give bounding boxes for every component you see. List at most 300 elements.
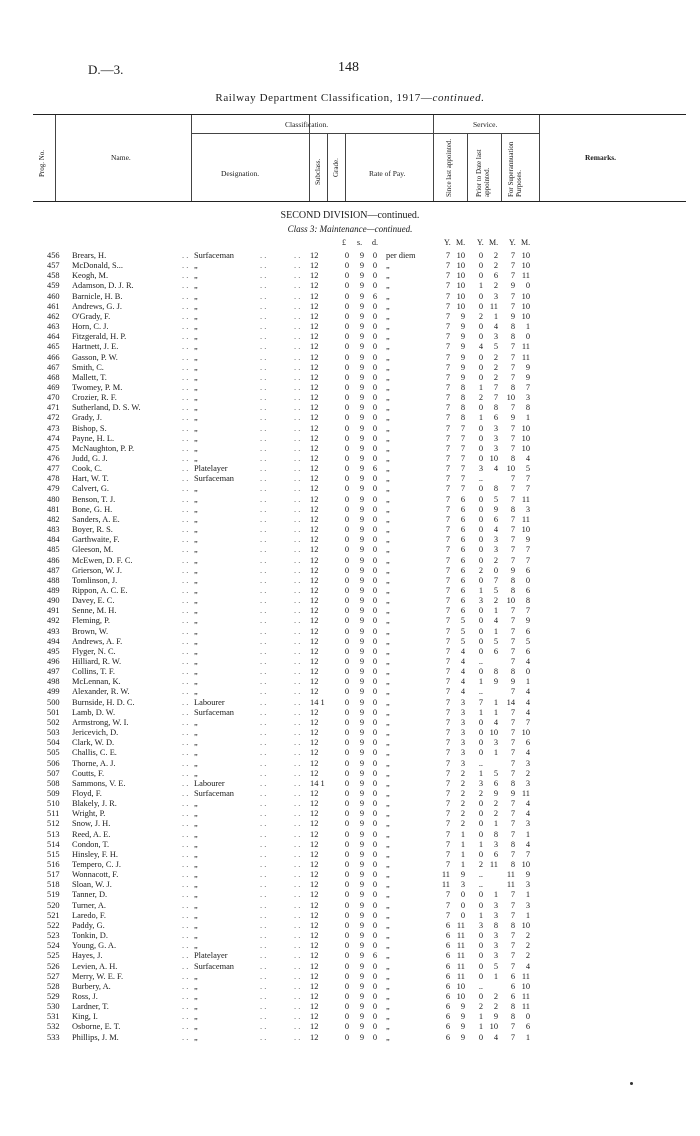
leader-dots: . . <box>294 606 301 616</box>
prior-months: 2 <box>493 251 498 260</box>
since-last-months: 6 <box>460 565 465 575</box>
prog-no: 522 <box>47 920 60 930</box>
employee-name: Lamb, D. W. <box>72 707 116 717</box>
designation: Platelayer <box>194 951 228 961</box>
leader-dots: . . <box>294 322 301 332</box>
super-months: 6 <box>525 1022 530 1032</box>
super-months: 0 <box>525 332 530 342</box>
leader-dots: . . <box>182 322 189 332</box>
prior-years: 0 <box>478 362 483 372</box>
prior-years: 0 <box>478 626 483 636</box>
super-months: 8 <box>525 403 530 413</box>
pay-pence: 0 <box>372 555 378 565</box>
leader-dots: . . <box>182 920 189 930</box>
prog-no: 506 <box>47 758 60 768</box>
prior-months: 5 <box>493 585 498 595</box>
subclass: 12 <box>310 819 319 829</box>
designation: „ <box>194 382 198 392</box>
years-unit: Y. <box>477 238 484 247</box>
pay-shillings: 9 <box>359 342 365 352</box>
leader-dots: . . <box>260 778 267 788</box>
leader-dots: . . <box>260 738 267 748</box>
prog-no: 460 <box>47 291 60 301</box>
designation: „ <box>194 606 198 616</box>
pay-shillings: 9 <box>359 667 365 677</box>
employee-name: Snow, J. H. <box>72 819 111 829</box>
employee-name: Crozier, R. F. <box>72 393 117 403</box>
since-last-months: 9 <box>460 311 465 321</box>
prog-no: 467 <box>47 362 60 372</box>
pay-period: „ <box>386 941 390 951</box>
since-last-months: 3 <box>460 707 465 717</box>
super-years: 7 <box>510 606 515 616</box>
since-last-months: 7 <box>460 433 465 443</box>
leader-dots: . . <box>182 403 189 413</box>
employee-name: McNaughton, P. P. <box>72 443 135 453</box>
pay-pence: 0 <box>372 717 378 727</box>
employee-name: Boyer, R. S. <box>72 525 113 535</box>
subclass: 12 <box>310 738 319 748</box>
prior-years: 0 <box>478 667 483 677</box>
since-last-months: 5 <box>460 616 465 626</box>
pay-shillings: 9 <box>359 332 365 342</box>
designation: „ <box>194 1022 198 1032</box>
prog-no: 471 <box>47 403 60 413</box>
designation: Surfaceman <box>194 474 234 484</box>
super-months: 10 <box>521 443 530 453</box>
leader-dots: . . <box>182 494 189 504</box>
super-years: 7 <box>510 301 515 311</box>
super-years: 7 <box>510 717 515 727</box>
leader-dots: . . <box>260 900 267 910</box>
leader-dots: . . <box>182 870 189 880</box>
prior-months: 3 <box>493 931 498 941</box>
pay-shillings: 9 <box>359 291 365 301</box>
leader-dots: . . <box>182 1032 189 1042</box>
leader-dots: . . <box>182 687 189 697</box>
leader-dots: . . <box>260 829 267 839</box>
employee-name: Challis, C. E. <box>72 748 117 758</box>
pay-shillings: 9 <box>359 271 365 281</box>
prior-years: 0 <box>478 890 483 900</box>
super-years: 7 <box>510 1022 515 1032</box>
since-last-years: 7 <box>445 728 450 738</box>
since-last-years: 7 <box>445 900 450 910</box>
designation: „ <box>194 870 198 880</box>
pay-pounds: 0 <box>344 788 350 798</box>
designation: „ <box>194 332 198 342</box>
super-months: 6 <box>525 585 530 595</box>
prog-no: 478 <box>47 474 60 484</box>
employee-name: Jericevich, D. <box>72 728 119 738</box>
prior-years: 0 <box>478 443 483 453</box>
subclass: 12 <box>310 626 319 636</box>
since-last-years: 7 <box>445 565 450 575</box>
leader-dots: . . <box>294 931 301 941</box>
leader-dots: . . <box>182 880 189 890</box>
pay-pounds: 0 <box>344 860 350 869</box>
prog-no: 480 <box>47 494 60 504</box>
pay-pence: 0 <box>372 443 378 453</box>
since-last-months: 3 <box>460 758 465 768</box>
years-unit: Y. <box>444 238 451 247</box>
super-months: 1 <box>525 677 530 687</box>
pay-period: „ <box>386 900 390 910</box>
since-last-years: 7 <box>445 910 450 920</box>
pay-shillings: 9 <box>359 413 365 423</box>
pay-pounds: 0 <box>344 311 350 321</box>
employee-name: Burbery, A. <box>72 981 111 991</box>
super-months: 9 <box>525 870 530 880</box>
leader-dots: . . <box>294 636 301 646</box>
employee-name: Coutts, F. <box>72 768 105 778</box>
pay-pence: 0 <box>372 474 378 484</box>
prior-months: 2 <box>493 352 498 362</box>
prog-no: 499 <box>47 687 60 697</box>
pay-period: „ <box>386 778 390 788</box>
pay-shillings: 9 <box>359 423 365 433</box>
employee-name: Tonkin, D. <box>72 931 108 941</box>
prior-years: 0 <box>478 799 483 809</box>
prior-years: 2 <box>478 1002 483 1012</box>
employee-name: Sammons, V. E. <box>72 778 126 788</box>
super-years: 8 <box>510 920 515 930</box>
designation: „ <box>194 494 198 504</box>
subclass: 12 <box>310 596 319 606</box>
leader-dots: . . <box>182 728 189 738</box>
super-years: 8 <box>510 1012 515 1022</box>
employee-name: Armstrong, W. I. <box>72 717 129 727</box>
leader-dots: . . <box>182 454 189 463</box>
prior-years: 0 <box>478 271 483 281</box>
pay-pounds: 0 <box>344 667 350 677</box>
leader-dots: . . <box>182 372 189 382</box>
pay-pounds: 0 <box>344 525 350 535</box>
leader-dots: . . <box>260 819 267 829</box>
super-years: 7 <box>510 535 515 545</box>
super-years: 7 <box>510 849 515 859</box>
super-months: 10 <box>521 525 530 535</box>
pay-shillings: 9 <box>359 403 365 413</box>
employee-name: Brears, H. <box>72 251 107 260</box>
leader-dots: . . <box>294 545 301 555</box>
pay-pounds: 0 <box>344 931 350 941</box>
since-last-months: 2 <box>460 819 465 829</box>
leader-dots: . . <box>294 1032 301 1042</box>
subclass: 12 <box>310 271 319 281</box>
since-last-months: 5 <box>460 636 465 646</box>
super-years: 8 <box>510 332 515 342</box>
pay-pence: 0 <box>372 890 378 900</box>
leader-dots: . . <box>182 636 189 646</box>
since-last-years: 7 <box>445 606 450 616</box>
leader-dots: . . <box>294 809 301 819</box>
leader-dots: . . <box>294 362 301 372</box>
prog-no: 464 <box>47 332 60 342</box>
prior-months: 8 <box>493 829 498 839</box>
employee-name: Garthwaite, F. <box>72 535 120 545</box>
prior-months: 2 <box>493 555 498 565</box>
super-months: 10 <box>521 433 530 443</box>
pay-pounds: 0 <box>344 545 350 555</box>
pay-shillings: 9 <box>359 829 365 839</box>
prog-no: 510 <box>47 799 60 809</box>
prior-months: 3 <box>493 941 498 951</box>
designation: „ <box>194 616 198 626</box>
subclass: 12 <box>310 443 319 453</box>
subclass: 12 <box>310 514 319 524</box>
subclass: 12 <box>310 920 319 930</box>
subclass: 12 <box>310 951 319 961</box>
since-last-years: 7 <box>445 788 450 798</box>
prog-no: 482 <box>47 514 60 524</box>
super-years: 8 <box>510 382 515 392</box>
designation: „ <box>194 738 198 748</box>
super-years: 7 <box>510 931 515 941</box>
prior-years: .. <box>478 758 483 768</box>
pay-shillings: 9 <box>359 687 365 697</box>
leader-dots: . . <box>260 920 267 930</box>
designation: „ <box>194 261 198 271</box>
super-years: 7 <box>510 961 515 971</box>
prior-years: 3 <box>478 596 483 606</box>
designation: „ <box>194 880 198 890</box>
pay-period: „ <box>386 565 390 575</box>
units-row <box>0 238 700 250</box>
pay-period: „ <box>386 860 390 869</box>
designation: „ <box>194 585 198 595</box>
pay-shillings: 9 <box>359 717 365 727</box>
since-last-years: 7 <box>445 281 450 291</box>
since-last-years: 7 <box>445 352 450 362</box>
prior-years: 0 <box>478 322 483 332</box>
prog-no: 505 <box>47 748 60 758</box>
since-last-years: 7 <box>445 271 450 281</box>
prior-years: 2 <box>478 860 483 869</box>
employee-name: Barnicle, H. B. <box>72 291 123 301</box>
super-years: 7 <box>510 748 515 758</box>
since-last-years: 7 <box>445 596 450 606</box>
prog-no: 475 <box>47 443 60 453</box>
prior-years: 0 <box>478 332 483 342</box>
since-last-months: 0 <box>460 890 465 900</box>
prior-months: 2 <box>493 372 498 382</box>
super-years: 8 <box>510 504 515 514</box>
designation: „ <box>194 839 198 849</box>
leader-dots: . . <box>182 971 189 981</box>
designation: „ <box>194 981 198 991</box>
designation: „ <box>194 514 198 524</box>
pay-pence: 0 <box>372 393 378 403</box>
pay-pounds: 0 <box>344 870 350 880</box>
pay-pence: 0 <box>372 697 378 707</box>
super-months: 10 <box>521 301 530 311</box>
since-last-months: 9 <box>460 332 465 342</box>
super-years: 7 <box>510 474 515 484</box>
pay-shillings: 9 <box>359 464 365 474</box>
leader-dots: . . <box>260 454 267 463</box>
prior-months: 0 <box>493 565 498 575</box>
pay-pence: 0 <box>372 788 378 798</box>
since-last-months: 11 <box>456 961 465 971</box>
pay-pence: 0 <box>372 261 378 271</box>
prog-no: 491 <box>47 606 60 616</box>
super-months: 0 <box>525 667 530 677</box>
prog-no: 472 <box>47 413 60 423</box>
subclass: 12 <box>310 261 319 271</box>
since-last-months: 10 <box>456 271 465 281</box>
pay-pounds: 0 <box>344 981 350 991</box>
pay-shillings: 9 <box>359 393 365 403</box>
since-last-months: 6 <box>460 514 465 524</box>
since-last-years: 6 <box>445 991 450 1001</box>
since-last-months: 7 <box>460 484 465 494</box>
since-last-years: 7 <box>445 829 450 839</box>
pay-shillings: 9 <box>359 565 365 575</box>
super-months: 11 <box>521 494 530 504</box>
pay-period: „ <box>386 525 390 535</box>
employee-name: Merry, W. E. F. <box>72 971 124 981</box>
super-years: 7 <box>510 362 515 372</box>
leader-dots: . . <box>260 991 267 1001</box>
prior-years: 1 <box>478 910 483 920</box>
pay-pounds: 0 <box>344 291 350 301</box>
pay-period: „ <box>386 728 390 738</box>
since-last-years: 7 <box>445 707 450 717</box>
super-years: 7 <box>510 728 515 738</box>
since-last-months: 6 <box>460 535 465 545</box>
pay-pounds: 0 <box>344 738 350 748</box>
pay-pence: 0 <box>372 667 378 677</box>
title-main: Railway Department Classification, 1917— <box>215 92 433 104</box>
pay-period: „ <box>386 717 390 727</box>
employee-name: Thorne, A. J. <box>72 758 116 768</box>
subclass: 12 <box>310 717 319 727</box>
prior-months: 8 <box>493 403 498 413</box>
subclass: 12 <box>310 585 319 595</box>
prog-no: 492 <box>47 616 60 626</box>
super-years: 7 <box>510 819 515 829</box>
service-header: Service. <box>473 120 498 129</box>
super-months: 11 <box>521 991 530 1001</box>
since-last-months: 10 <box>456 281 465 291</box>
pay-pence: 0 <box>372 687 378 697</box>
pay-shillings: 9 <box>359 880 365 890</box>
prog-no: 476 <box>47 454 60 463</box>
leader-dots: . . <box>294 626 301 636</box>
prog-no: 485 <box>47 545 60 555</box>
since-last-years: 6 <box>445 920 450 930</box>
pay-pounds: 0 <box>344 423 350 433</box>
super-months: 4 <box>525 707 530 717</box>
prior-months: 3 <box>493 535 498 545</box>
leader-dots: . . <box>182 281 189 291</box>
pay-pounds: 0 <box>344 961 350 971</box>
super-years: 9 <box>510 413 515 423</box>
since-last-years: 6 <box>445 931 450 941</box>
prior-months: 3 <box>493 910 498 920</box>
prog-no: 496 <box>47 657 60 666</box>
since-last-years: 6 <box>445 941 450 951</box>
super-months: 10 <box>521 920 530 930</box>
employee-name: Keogh, M. <box>72 271 109 281</box>
since-last-years: 7 <box>445 514 450 524</box>
subclass: 12 <box>310 504 319 514</box>
pay-pounds: 0 <box>344 626 350 636</box>
subclass: 12 <box>310 382 319 392</box>
since-last-years: 7 <box>445 393 450 403</box>
leader-dots: . . <box>182 707 189 717</box>
leader-dots: . . <box>294 403 301 413</box>
prog-no: 525 <box>47 951 60 961</box>
since-last-years: 7 <box>445 454 450 463</box>
prior-months: 2 <box>493 809 498 819</box>
super-months: 7 <box>525 849 530 859</box>
employee-name: King, I. <box>72 1012 98 1022</box>
prog-no: 514 <box>47 839 60 849</box>
leader-dots: . . <box>294 819 301 829</box>
pay-shillings: 9 <box>359 900 365 910</box>
designation: „ <box>194 657 198 666</box>
prior-years: 1 <box>478 585 483 595</box>
pay-pence: 0 <box>372 778 378 788</box>
employee-name: Burnside, H. D. C. <box>72 697 135 707</box>
prog-no: 463 <box>47 322 60 332</box>
since-last-months: 1 <box>460 849 465 859</box>
super-years: 8 <box>510 778 515 788</box>
leader-dots: . . <box>260 545 267 555</box>
pence-unit: d. <box>372 238 378 247</box>
leader-dots: . . <box>294 860 301 869</box>
prior-months: 7 <box>493 393 498 403</box>
pay-period: „ <box>386 606 390 616</box>
since-last-months: 4 <box>460 687 465 697</box>
leader-dots: . . <box>182 697 189 707</box>
since-last-months: 2 <box>460 788 465 798</box>
super-years: 7 <box>510 646 515 656</box>
pay-period: „ <box>386 890 390 900</box>
leader-dots: . . <box>182 251 189 260</box>
prog-no: 518 <box>47 880 60 890</box>
pay-period: „ <box>386 555 390 565</box>
subclass: 12 <box>310 352 319 362</box>
pay-pounds: 0 <box>344 636 350 646</box>
pay-shillings: 9 <box>359 575 365 585</box>
leader-dots: . . <box>182 382 189 392</box>
pay-shillings: 9 <box>359 433 365 443</box>
leader-dots: . . <box>294 596 301 606</box>
super-years: 9 <box>510 311 515 321</box>
leader-dots: . . <box>260 464 267 474</box>
designation: „ <box>194 504 198 514</box>
prog-no: 501 <box>47 707 60 717</box>
subclass: 12 <box>310 393 319 403</box>
super-years: 7 <box>510 271 515 281</box>
super-months: 3 <box>525 504 530 514</box>
super-years: 7 <box>510 616 515 626</box>
prior-years: 1 <box>478 413 483 423</box>
leader-dots: . . <box>294 555 301 565</box>
employee-name: Blakely, J. R. <box>72 799 117 809</box>
since-last-months: 7 <box>460 443 465 453</box>
super-years: 11 <box>506 880 515 890</box>
pay-period: „ <box>386 545 390 555</box>
pay-period: „ <box>386 697 390 707</box>
employee-name: Cook, C. <box>72 464 103 474</box>
employee-name: Sloan, W. J. <box>72 880 112 890</box>
leader-dots: . . <box>294 839 301 849</box>
super-months: 4 <box>525 454 530 463</box>
